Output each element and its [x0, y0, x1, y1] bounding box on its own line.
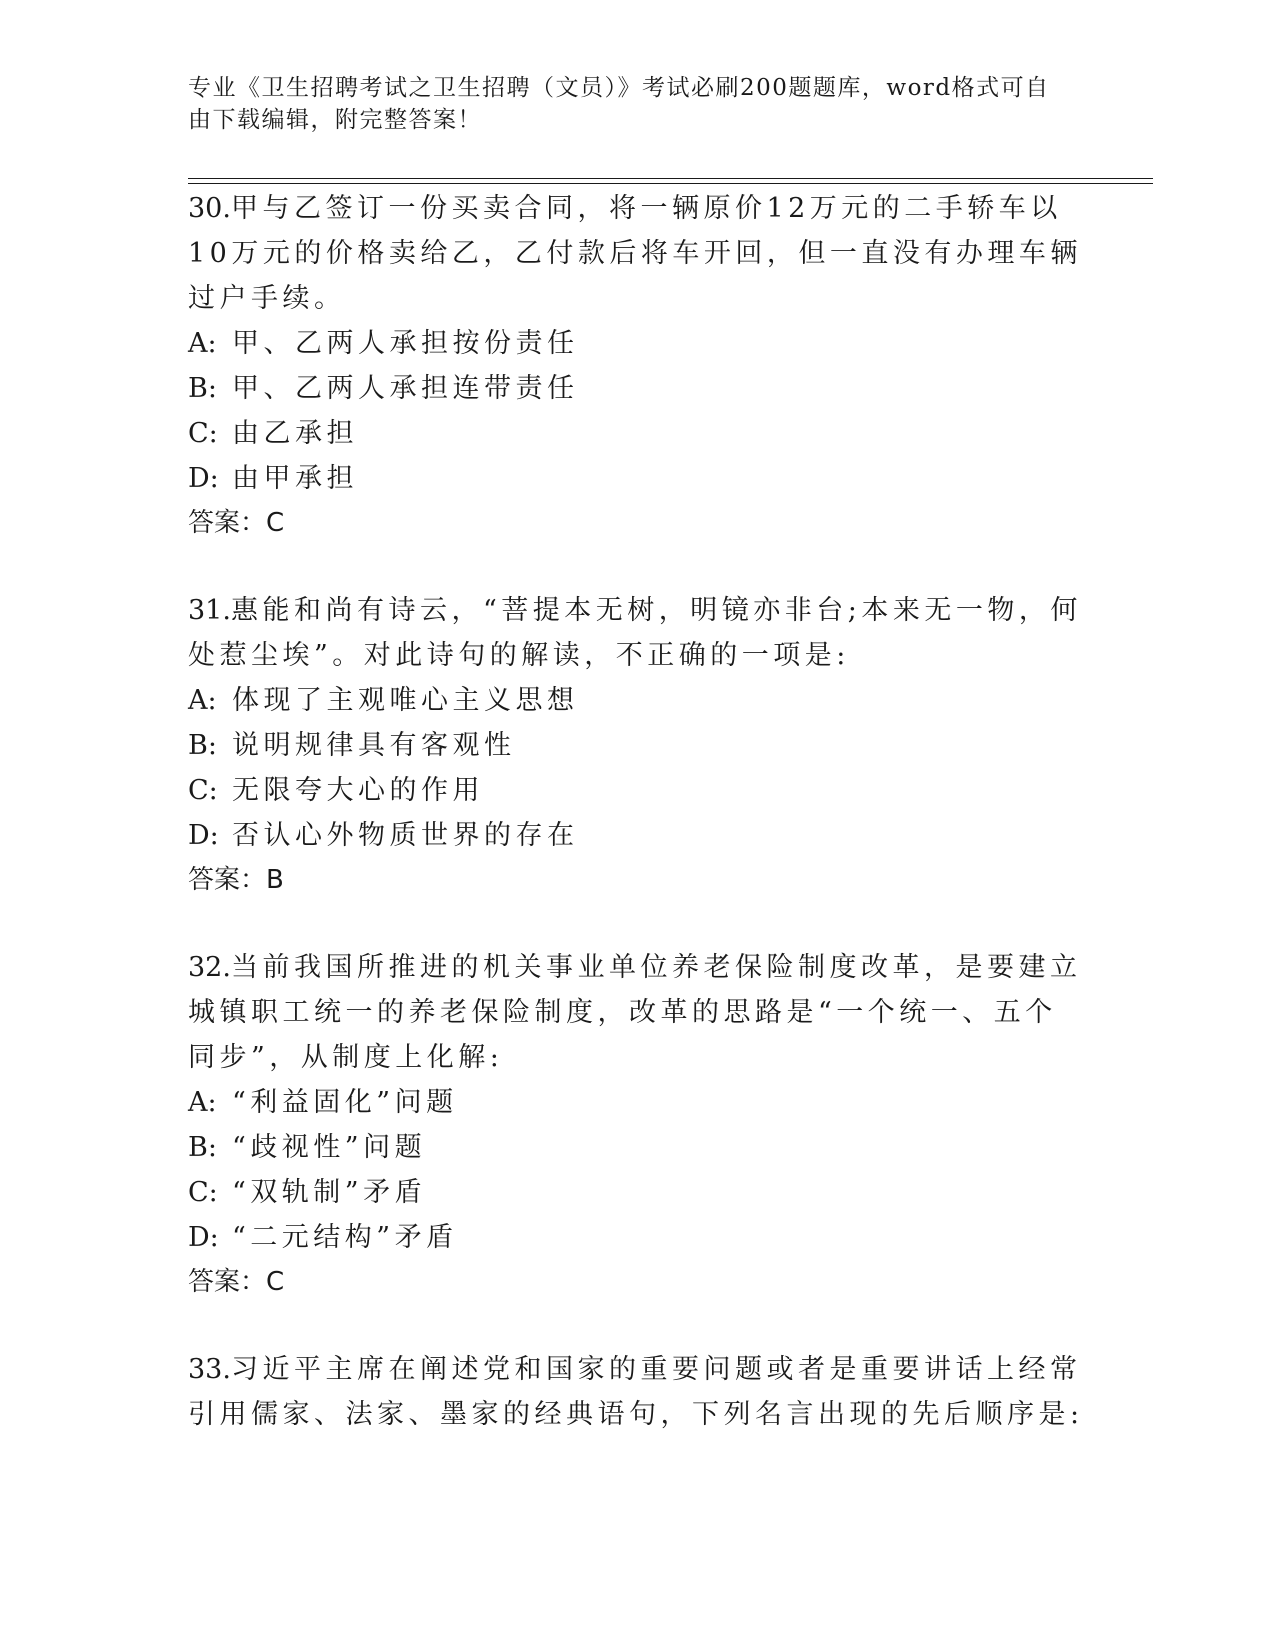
- option-letter: A:: [188, 1087, 217, 1118]
- question-text: [188, 1347, 1088, 1437]
- question-number: 30.: [188, 193, 231, 224]
- option-c: [188, 411, 1088, 456]
- option-letter: C:: [188, 1177, 218, 1208]
- option-letter: B:: [188, 1132, 217, 1163]
- option-a: [188, 321, 1088, 366]
- option-text: 体现了主观唯心主义思想: [232, 685, 579, 716]
- question-text: [188, 186, 1088, 321]
- document-header: [188, 72, 1068, 136]
- option-text: 由乙承担: [232, 418, 358, 449]
- question-text: [188, 588, 1088, 678]
- option-b: [188, 723, 1088, 768]
- option-text: 无限夸大心的作用: [232, 775, 484, 806]
- option-letter: B:: [188, 730, 217, 761]
- option-d: [188, 813, 1088, 858]
- option-a: [188, 678, 1088, 723]
- question-number: 33.: [188, 1354, 231, 1385]
- option-letter: C:: [188, 418, 218, 449]
- question-text: [188, 945, 1088, 1080]
- option-letter: D:: [188, 820, 219, 851]
- question-31: [188, 588, 1088, 903]
- option-text: 由甲承担: [232, 463, 358, 494]
- option-c: [188, 1170, 1088, 1215]
- option-c: [188, 768, 1088, 813]
- question-list: [188, 186, 1088, 1479]
- option-text: 甲、乙两人承担按份责任: [232, 328, 579, 359]
- question-number: 32.: [188, 952, 231, 983]
- option-letter: B:: [188, 373, 217, 404]
- answer-line: 答案：B: [188, 865, 284, 895]
- option-letter: C:: [188, 775, 218, 806]
- option-text: 甲、乙两人承担连带责任: [232, 373, 579, 404]
- option-text: “歧视性”问题: [232, 1132, 427, 1163]
- question-body: 当前我国所推进的机关事业单位养老保险制度改革，是要建立城镇职工统一的养老保险制度，改革的思路是“一个统一、五个同步”，从制度上化解:: [188, 952, 1082, 1073]
- question-number: 31.: [188, 595, 231, 626]
- option-d: [188, 1215, 1088, 1260]
- option-text: “双轨制”矛盾: [232, 1177, 427, 1208]
- answer-line: 答案：C: [188, 1267, 285, 1297]
- option-b: [188, 366, 1088, 411]
- question-30: [188, 186, 1088, 546]
- answer-line: 答案：C: [188, 508, 285, 538]
- option-d: [188, 456, 1088, 501]
- header-divider-top: [188, 178, 1153, 179]
- option-a: [188, 1080, 1088, 1125]
- option-text: 否认心外物质世界的存在: [232, 820, 579, 851]
- option-letter: A:: [188, 685, 217, 716]
- question-body: 甲与乙签订一份买卖合同，将一辆原价12万元的二手轿车以10万元的价格卖给乙，乙付款后将车开回，但一直没有办理车辆过户手续。: [188, 193, 1082, 314]
- question-32: [188, 945, 1088, 1305]
- option-text: 说明规律具有客观性: [232, 730, 516, 761]
- option-letter: D:: [188, 1222, 219, 1253]
- question-33: [188, 1347, 1088, 1437]
- option-b: [188, 1125, 1088, 1170]
- question-body: 惠能和尚有诗云，“菩提本无树，明镜亦非台;本来无一物，何处惹尘埃”。对此诗句的解读，不正确的一项是:: [188, 595, 1082, 671]
- header-divider-bottom: [188, 183, 1153, 184]
- option-text: “利益固化”问题: [232, 1087, 458, 1118]
- option-letter: A:: [188, 328, 217, 359]
- header-intro-text: 专业《卫生招聘考试之卫生招聘（文员）》考试必刷200题题库，word格式可自由下载编辑，附完整答案！: [188, 75, 1050, 133]
- question-body: 习近平主席在阐述党和国家的重要问题或者是重要讲话上经常引用儒家、法家、墨家的经典语句，下列名言出现的先后顺序是:: [188, 1354, 1084, 1430]
- option-letter: D:: [188, 463, 219, 494]
- option-text: “二元结构”矛盾: [232, 1222, 458, 1253]
